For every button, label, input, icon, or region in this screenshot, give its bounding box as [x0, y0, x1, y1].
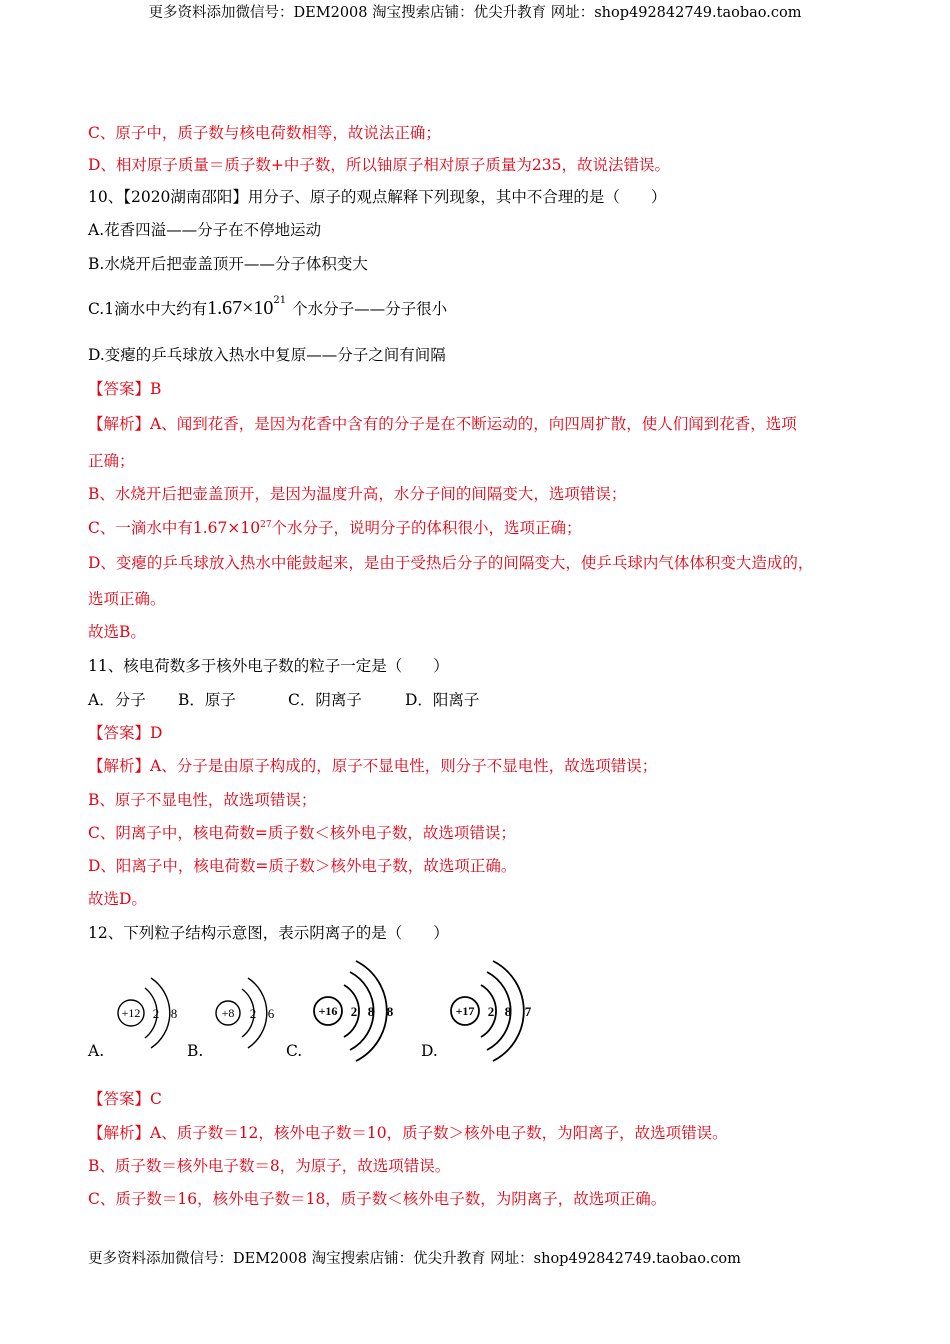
q10-explanation-c-exponent: 27	[260, 520, 272, 530]
q10-option-c	[88, 292, 447, 328]
prev-explanation-d: D、相对原子质量＝质子数+中子数，所以铀原子相对原子质量为235，故说法错误。	[88, 156, 671, 174]
atom-c-nucleus: +16	[318, 1004, 338, 1018]
q11-explanation-c: C、阴离子中，核电荷数=质子数＜核外电子数，故选项错误；	[88, 824, 516, 842]
q10-option-a: A.花香四溢——分子在不停地运动	[88, 221, 322, 239]
q10-explanation-d-cont: 选项正确。	[88, 590, 166, 608]
q10-explanation-c	[88, 518, 582, 541]
atom-c-shell-3: 8	[386, 1004, 394, 1019]
q10-option-c-prefix: C.1滴水中大约有	[88, 300, 208, 318]
q10-answer: 【答案】B	[88, 380, 162, 398]
q11-explanation-a: 【解析】A、分子是由原子构成的，原子不显电性，则分子不显电性，故选项错误；	[88, 757, 658, 775]
q10-explanation-c-suffix: 个水分子，说明分子的体积很小，选项正确；	[271, 519, 582, 537]
atom-diagram-a	[118, 978, 177, 1048]
atom-b-nucleus: +8	[221, 1006, 235, 1020]
q10-option-c-suffix: 个水分子——分子很小	[292, 300, 448, 318]
atom-d-shell-3: 7	[524, 1004, 532, 1019]
q11-option-c: C．阴离子	[288, 691, 362, 709]
q10-option-b: B.水烧开后把壶盖顶开——分子体积变大	[88, 255, 368, 273]
q12-answer: 【答案】C	[88, 1090, 162, 1108]
atom-diagram-d	[451, 961, 532, 1061]
q10-option-d: D.变瘪的乒乓球放入热水中复原——分子之间有间隔	[88, 346, 446, 364]
atom-d-shell-2: 8	[504, 1004, 512, 1019]
q12-diagrams	[88, 958, 558, 1068]
q11-explanation-b: B、原子不显电性，故选项错误；	[88, 791, 317, 809]
q12-explanation-b: B、质子数＝核外电子数＝8，为原子，故选项错误。	[88, 1157, 451, 1175]
q12-explanation-a: 【解析】A、质子数＝12，核外电子数＝10，质子数＞核外电子数，为阳离子，故选项错误。	[88, 1124, 728, 1142]
q12-label-b: B.	[187, 1042, 204, 1060]
q10-explanation-c-prefix: C、一滴水中有1.67×10	[88, 519, 261, 537]
atom-diagram-c	[314, 961, 394, 1061]
q11-option-a: A．分子	[88, 691, 146, 709]
q10-explanation-a: 【解析】A、闻到花香，是因为花香中含有的分子是在不断运动的，向四周扩散，使人们闻到花香，选项	[88, 415, 797, 433]
atom-b-shell-1: 2	[249, 1006, 257, 1021]
atom-a-nucleus: +12	[121, 1006, 141, 1020]
atom-b-shell-2: 6	[267, 1006, 275, 1021]
q12-label-c: C.	[286, 1042, 303, 1060]
q10-option-c-exponent: 21	[273, 295, 287, 306]
q12-explanation-c: C、质子数＝16，核外电子数＝18，质子数＜核外电子数，为阴离子，故选项正确。	[88, 1190, 667, 1208]
q11-option-d: D．阳离子	[405, 691, 480, 709]
q11-explanation-d: D、阳离子中，核电荷数=质子数＞核外电子数，故选项正确。	[88, 857, 517, 875]
prev-explanation-c: C、原子中，质子数与核电荷数相等，故说法正确；	[88, 124, 441, 142]
q11-stem: 11、核电荷数多于核外电子数的粒子一定是（ ）	[88, 657, 449, 675]
q11-conclusion: 故选D。	[88, 890, 147, 908]
q11-option-b: B．原子	[178, 691, 236, 709]
atom-c-shell-2: 8	[367, 1004, 375, 1019]
q11-options	[88, 690, 479, 710]
q10-explanation-b: B、水烧开后把壶盖顶开，是因为温度升高，水分子间的间隔变大，选项错误；	[88, 485, 627, 503]
atom-a-shell-2: 8	[170, 1006, 178, 1021]
q10-stem: 10、【2020湖南邵阳】用分子、原子的观点解释下列现象，其中不合理的是（ ）	[88, 188, 667, 206]
q12-label-a: A.	[88, 1042, 105, 1060]
q11-answer: 【答案】D	[88, 724, 163, 742]
atom-d-shell-1: 2	[487, 1004, 495, 1019]
q10-explanation-a-cont: 正确；	[88, 452, 135, 470]
page-footer: 更多资料添加微信号：DEM2008 淘宝搜索店铺：优尖升教育 网址：shop492842749.taobao.com	[88, 1251, 741, 1267]
atom-a-shell-1: 2	[152, 1006, 160, 1021]
atom-diagram-b	[216, 978, 275, 1048]
page-header: 更多资料添加微信号：DEM2008 淘宝搜索店铺：优尖升教育 网址：shop492842749.taobao.com	[148, 5, 802, 21]
q10-conclusion: 故选B。	[88, 623, 146, 641]
q10-explanation-d: D、变瘪的乒乓球放入热水中能鼓起来，是由于受热后分子的间隔变大，使乒乓球内气体体积变大造成的，	[88, 554, 814, 572]
atom-d-nucleus: +17	[455, 1004, 475, 1018]
q12-label-d: D.	[421, 1042, 438, 1060]
q12-stem: 12、下列粒子结构示意图，表示阴离子的是（ ）	[88, 924, 449, 942]
atom-c-shell-1: 2	[350, 1004, 358, 1019]
q10-option-c-number: 1.67×10	[207, 297, 274, 319]
